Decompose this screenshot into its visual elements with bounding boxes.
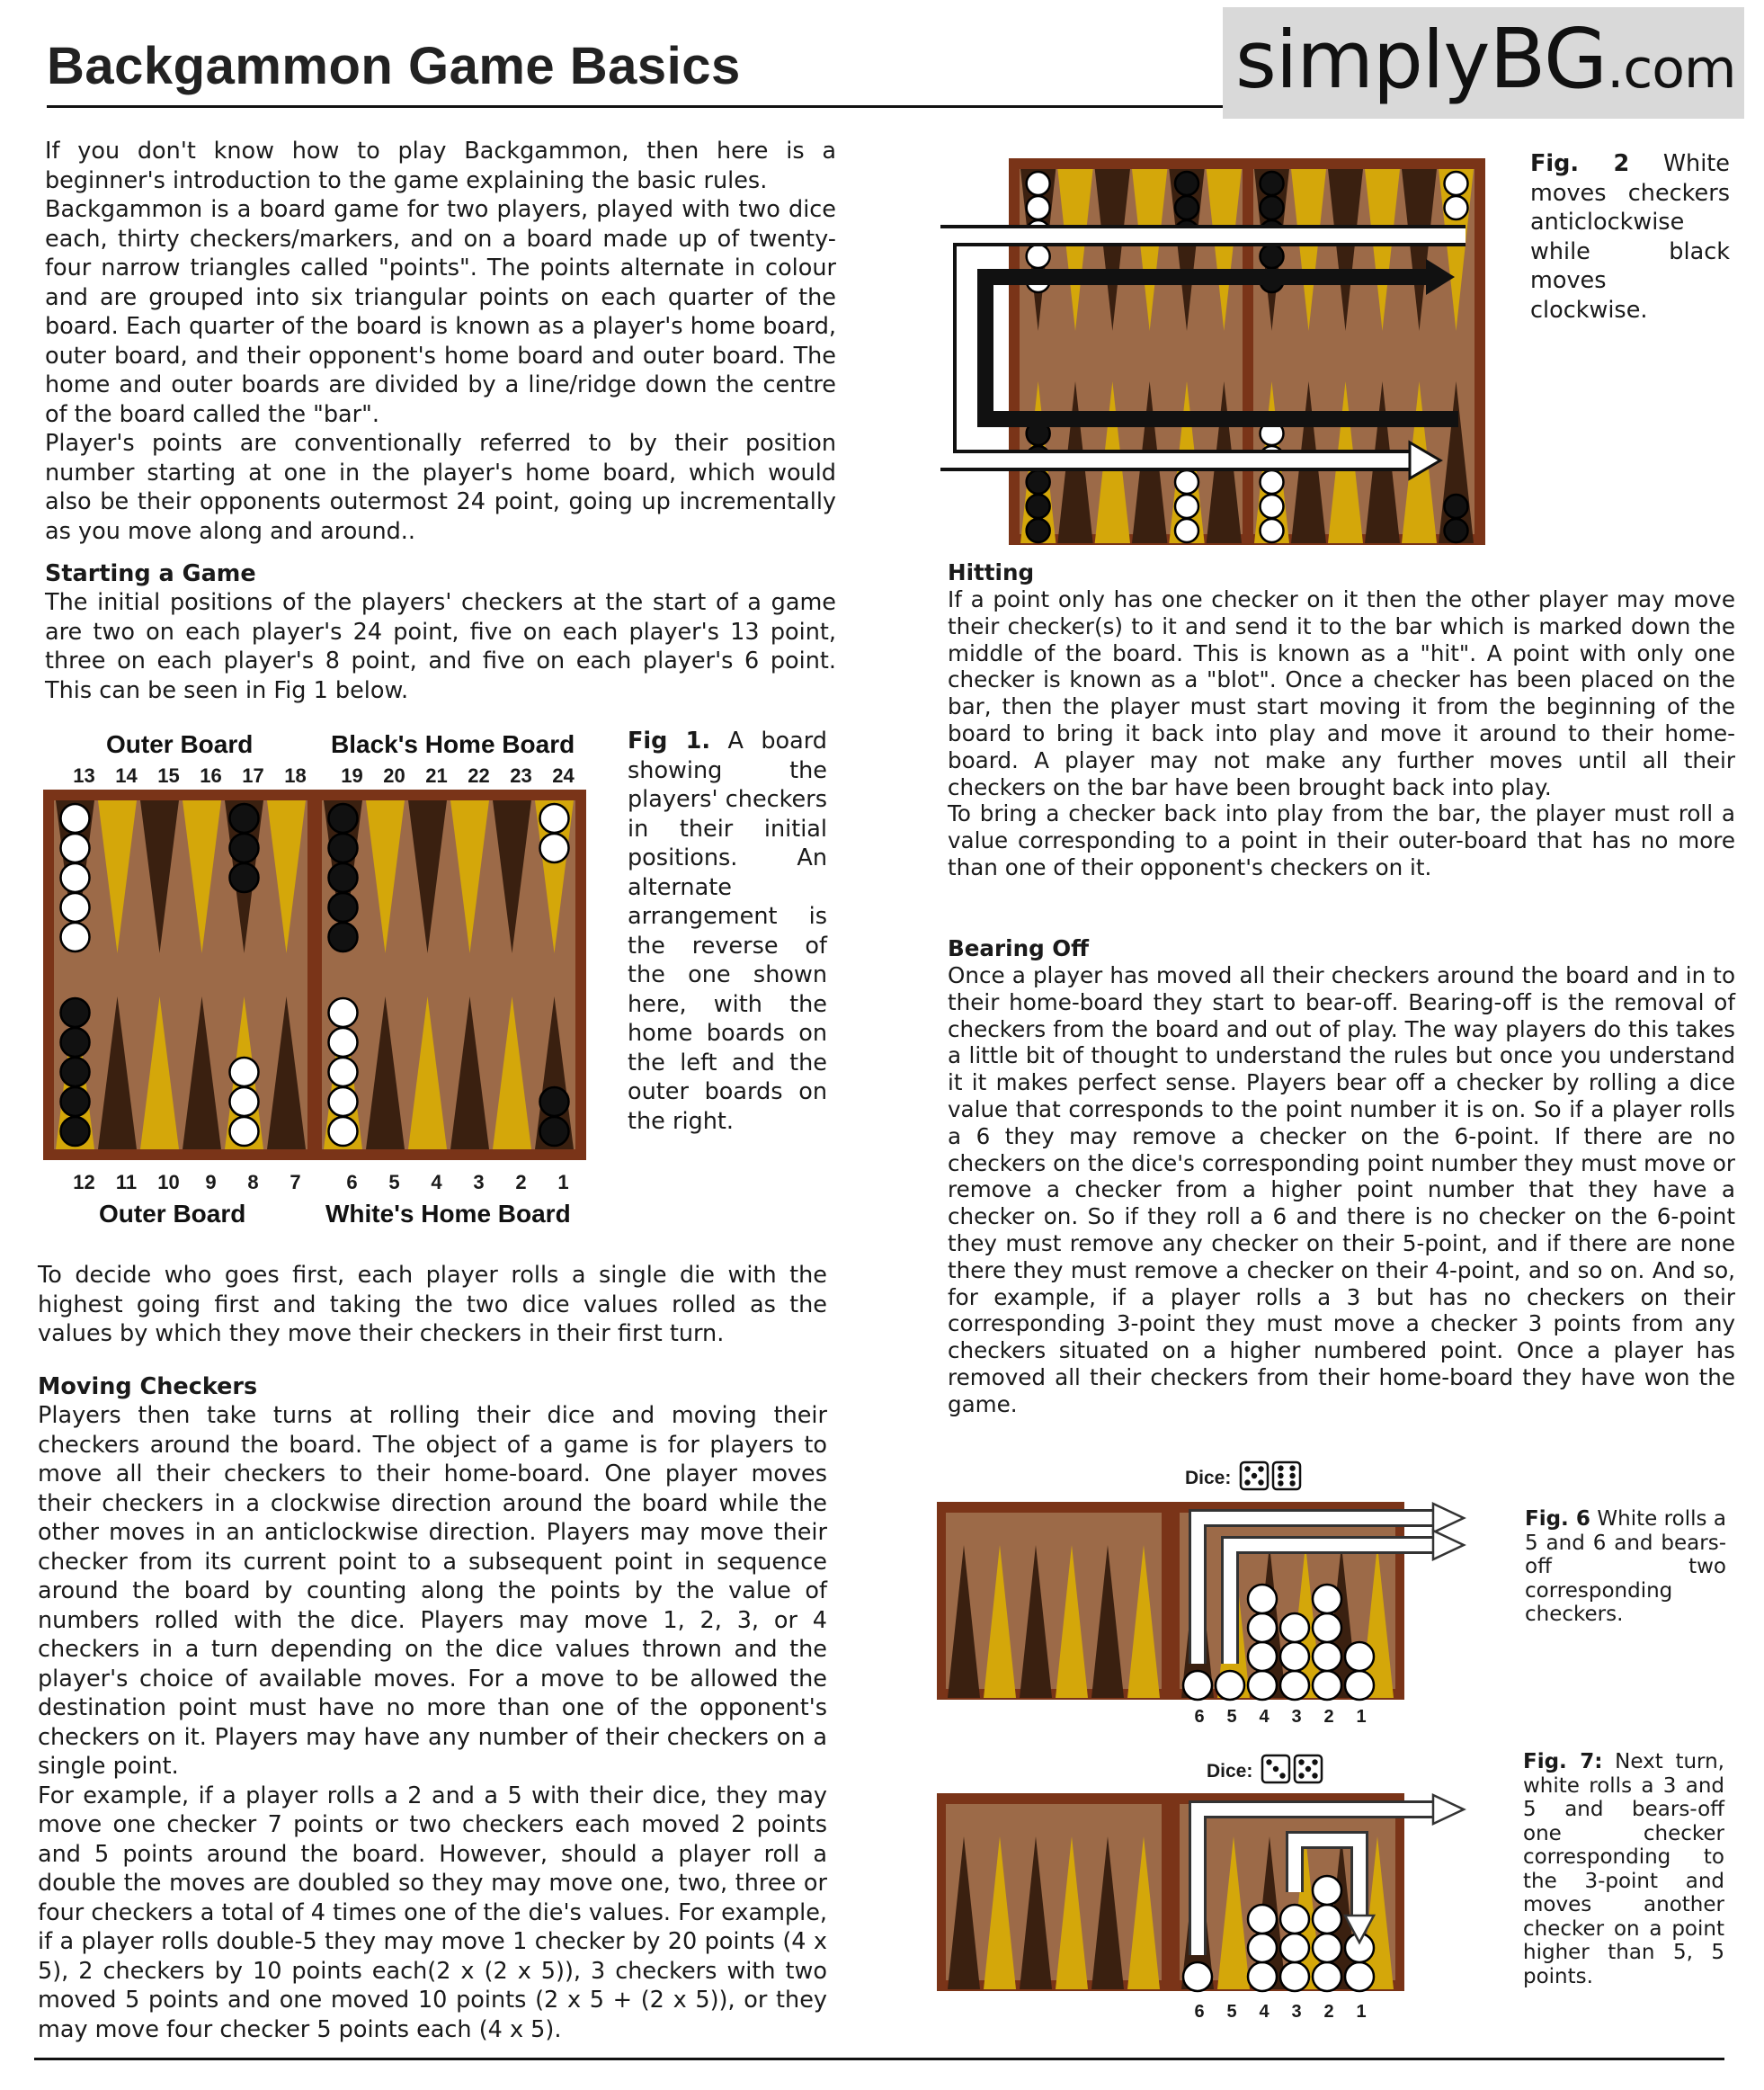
fig7-dice xyxy=(1261,1754,1325,1786)
board-half xyxy=(1253,169,1474,534)
point-number: 9 xyxy=(205,1171,217,1193)
logo-text-a: simply xyxy=(1235,13,1490,106)
moving-paragraph-2: For example, if a player rolls a 2 and a 5 with their dice, they may move one checker 7 points or two checkers each moved 2 points and 5 points around the board. However, should a player roll a double the moves are doubled so they may move one, two, three or four checkers a total of 4 times one of the die's values. For example, if a player rolls double-5 they may move 1 checker by 20 points (4 x 5), 2 checkers by 10 points each(2 x (2 x 5)), 3 checkers with two moved 5 points and one moved 10 points (2 x 5 + (2 x 5)), or they may move four checker 5 points each (4 x 5). xyxy=(38,1782,827,2043)
white-checker xyxy=(1248,1642,1277,1671)
white-checker xyxy=(1261,495,1284,518)
point-number: 14 xyxy=(115,764,138,787)
die-pip xyxy=(1312,1773,1317,1778)
white-checker xyxy=(1313,1934,1341,1962)
point-number: 8 xyxy=(247,1171,259,1193)
white-checker xyxy=(61,923,90,951)
die-pip xyxy=(1252,1473,1257,1478)
site-logo[interactable] xyxy=(1223,7,1744,119)
starting-text: The initial positions of the players' checkers at the start of a game are two on each player's 24 point, five on each player's 13 point, three on each player's 8 point, and five on each player's 6 point. This can be seen in Fig 1 below. xyxy=(45,589,836,704)
fig1-board xyxy=(43,790,586,1160)
fig1-top-point-numbers xyxy=(63,764,584,788)
point-number: 6 xyxy=(1194,2002,1205,2022)
white-checker xyxy=(230,1058,259,1086)
white-checker xyxy=(1027,172,1050,195)
fig1-caption-label: Fig 1. xyxy=(628,728,711,755)
logo-text-b: BG xyxy=(1489,11,1608,107)
white-checker xyxy=(230,1117,259,1146)
white-checker xyxy=(540,804,569,833)
fig1-label-outer-bottom: Outer Board xyxy=(99,1200,246,1228)
first-turn-text: To decide who goes first, each player rolls a single die with the highest going first and taking the two dice values rolled as the values by which they move their checkers in their first turn. xyxy=(38,1262,827,1347)
white-checker xyxy=(1313,1905,1341,1934)
black-checker xyxy=(1175,196,1198,219)
die-pip xyxy=(1258,1466,1263,1471)
point-number: 20 xyxy=(383,764,405,787)
black-checker xyxy=(1261,245,1284,268)
white-checker xyxy=(1183,1962,1212,1991)
board-half xyxy=(946,1804,1162,1980)
white-checker xyxy=(1280,1671,1309,1700)
fig7-board xyxy=(937,1784,1494,2000)
white-checker xyxy=(1280,1642,1309,1671)
white-checker xyxy=(1027,245,1050,268)
die-pip xyxy=(1298,1773,1304,1778)
bearing-text: Once a player has moved all their checkers around the board and in to their home-board they start to bear-off. Bearing-off is the removal of checkers from the board and out of play. The way players do this takes a little bit of thought to understand the rules but once you understand it it makes perfect sense. Players bear off a checker by rolling a dice value that corresponds to the point number it is on. So if a player rolls a 6 they may remove a checker on the 6-point. If there are no checkers on the dice's corresponding point number they must move or remove a checker from a higher point number that they have a checker on. So if they roll a 6 and there is no checker on the 6-point they must remove any checker on their 5-point, and if there are none there they must remove a checker on their 4-point, and so on. And so, for example, if a player rolls a 3 but has no checkers on their corresponding 3-point they must move a checker 3 points from any checkers situated on a higher numbered point. Once a player has removed all their checkers from their home-board they have won the game. xyxy=(948,962,1735,1417)
point-number: 15 xyxy=(157,764,180,787)
white-checker xyxy=(61,863,90,892)
fig1-bottom-point-numbers xyxy=(63,1171,584,1194)
die-pip xyxy=(1266,1759,1271,1764)
fig6-point-numbers xyxy=(1183,1707,1377,1728)
point-number: 2 xyxy=(515,1171,527,1193)
fig1-caption-text: A board showing the players' checkers in their initial positions. An alternate arrangement is the reverse of the one shown here, with the home boards on the left and the outer boards on the right. xyxy=(628,728,827,1135)
fig6-board xyxy=(937,1493,1494,1709)
white-checker xyxy=(329,1087,358,1116)
black-checker xyxy=(1175,172,1198,195)
black-checker xyxy=(61,998,90,1027)
white-checker xyxy=(1248,1613,1277,1642)
die-pip xyxy=(1298,1759,1304,1764)
white-checker xyxy=(329,998,358,1027)
white-checker xyxy=(1445,196,1468,219)
die-pip xyxy=(1289,1480,1295,1486)
white-checker xyxy=(1313,1585,1341,1613)
black-checker xyxy=(329,834,358,862)
die-pip xyxy=(1279,1773,1285,1778)
logo-text-c: .com xyxy=(1607,38,1736,101)
board-bar xyxy=(307,790,322,1160)
white-checker xyxy=(1175,495,1198,518)
point-number: 12 xyxy=(73,1171,95,1193)
fig6-caption-label: Fig. 6 xyxy=(1525,1507,1590,1531)
bearing-section xyxy=(948,935,1735,1418)
white-checker xyxy=(1313,1671,1341,1700)
point-number: 5 xyxy=(388,1171,400,1193)
point-number: 4 xyxy=(1259,2002,1270,2022)
white-checker xyxy=(1313,1613,1341,1642)
white-checker xyxy=(1345,1962,1374,1991)
point-number: 3 xyxy=(473,1171,485,1193)
point-number: 4 xyxy=(431,1171,442,1193)
point-number: 16 xyxy=(200,764,222,787)
fig6-dice-label: Dice: xyxy=(1185,1468,1232,1488)
fig2-caption-label: Fig. 2 xyxy=(1530,150,1630,177)
white-checker xyxy=(1216,1671,1244,1700)
fig6-dice xyxy=(1239,1460,1304,1493)
point-number: 1 xyxy=(1356,1707,1367,1727)
die-pip xyxy=(1244,1466,1250,1471)
point-number: 13 xyxy=(73,764,95,787)
die xyxy=(1273,1462,1300,1489)
fig7-point-numbers xyxy=(1183,2002,1377,2023)
point-number: 21 xyxy=(425,764,448,787)
hitting-heading: Hitting xyxy=(948,559,1035,585)
board-half xyxy=(322,800,575,1149)
black-checker xyxy=(1445,495,1468,518)
hitting-section xyxy=(948,559,1735,881)
white-checker xyxy=(1248,1905,1277,1934)
white-checker xyxy=(1183,1671,1212,1700)
black-checker xyxy=(1027,519,1050,542)
black-checker xyxy=(1261,172,1284,195)
hitting-paragraph-2: To bring a checker back into play from the bar, the player must roll a value corresponding to a point in their outer-board that has no more than one of their opponent's checkers on it. xyxy=(948,800,1735,880)
white-checker xyxy=(1248,1934,1277,1962)
page-title: Backgammon Game Basics xyxy=(47,37,741,95)
white-checker xyxy=(1280,1905,1309,1934)
intro-paragraph-2: Backgammon is a board game for two players, played with two dice each, thirty checkers/markers, and on a board made up of twenty-four narrow triangles called "points". The points alternate in colour and are grouped into six triangular points on each quarter of the board. Each quarter of the board is known as a player's home board, outer board, and their opponent's home board and outer board. The home and outer boards are divided by a line/ridge down the centre of the board called the "bar". xyxy=(45,196,836,428)
point-number: 2 xyxy=(1323,1707,1334,1727)
point-number: 5 xyxy=(1226,2002,1237,2022)
point-number: 3 xyxy=(1291,1707,1302,1727)
white-checker xyxy=(540,834,569,862)
white-checker xyxy=(1248,1585,1277,1613)
white-checker xyxy=(61,893,90,922)
white-checker xyxy=(61,804,90,833)
white-checker xyxy=(1445,172,1468,195)
point-number: 19 xyxy=(341,764,363,787)
white-checker xyxy=(1027,196,1050,219)
white-checker xyxy=(1248,1671,1277,1700)
point-number: 17 xyxy=(242,764,264,787)
fig1-label-black-home: Black's Home Board xyxy=(331,730,575,758)
point-number: 3 xyxy=(1291,2002,1302,2022)
die-pip xyxy=(1312,1759,1317,1764)
white-checker xyxy=(230,1087,259,1116)
fig2-caption-text: White moves checkers anticlockwise while black moves clockwise. xyxy=(1530,150,1730,324)
intro-paragraph-1: If you don't know how to play Backgammon, then here is a beginner's introduction to the game explaining the basic rules. xyxy=(45,138,836,194)
point-number: 24 xyxy=(552,764,575,787)
white-checker xyxy=(1345,1671,1374,1700)
point-number: 5 xyxy=(1226,1707,1237,1727)
fig1-caption xyxy=(628,727,827,1136)
die-pip xyxy=(1244,1479,1250,1485)
board-half xyxy=(946,1513,1162,1689)
white-checker xyxy=(329,1028,358,1057)
fig7-dice-label: Dice: xyxy=(1207,1761,1253,1782)
moving-paragraph-1: Players then take turns at rolling their dice and moving their checkers around the board. The object of a game is for players to move all their checkers to their home-board. One player moves their checkers in a clockwise direction around the board while the other moves in an anticlockwise direction. Players may move their checker from its current point to a subsequent point in sequence around the board by counting along the points by the value of numbers rolled with the dice. Players may move 1, 2, 3, or 4 checkers in a turn depending on the dice values thrown and the player's choice of available moves. For a move to be allowed the destination point must have no more than one of the opponent's checkers on it. Players may have any number of their checkers on a single point. xyxy=(38,1402,827,1780)
point-number: 4 xyxy=(1259,1707,1270,1727)
white-checker xyxy=(1248,1962,1277,1991)
black-checker xyxy=(540,1087,569,1116)
white-checker xyxy=(1313,1876,1341,1905)
board-half xyxy=(1020,169,1243,534)
white-checker xyxy=(61,834,90,862)
black-checker xyxy=(1027,495,1050,518)
point-number: 1 xyxy=(1356,2002,1367,2022)
die-pip xyxy=(1278,1465,1283,1470)
black-checker xyxy=(230,804,259,833)
white-checker xyxy=(1280,1613,1309,1642)
white-checker xyxy=(1313,1962,1341,1991)
white-checker xyxy=(1261,470,1284,494)
white-checker xyxy=(1175,519,1198,542)
die-pip xyxy=(1289,1465,1295,1470)
bearing-heading: Bearing Off xyxy=(948,935,1090,961)
die-pip xyxy=(1273,1766,1278,1772)
fig7-caption-text: Next turn, white rolls a 3 and 5 and bears-off one checker corresponding to the 3-point and moves another checker on a point higher than 5, 5 points. xyxy=(1523,1750,1724,1988)
bear-off-arrow-head xyxy=(1433,1795,1464,1824)
fig7-caption xyxy=(1523,1750,1724,1988)
black-checker xyxy=(61,1117,90,1146)
black-checker xyxy=(61,1028,90,1057)
die-pip xyxy=(1289,1473,1295,1478)
footer-rule xyxy=(34,2058,1724,2060)
fig6-caption xyxy=(1525,1507,1726,1627)
point-number: 18 xyxy=(284,764,307,787)
intro-section xyxy=(45,137,836,546)
fig6-caption-text: White rolls a 5 and 6 and bears-off two corresponding checkers. xyxy=(1525,1507,1726,1626)
black-checker xyxy=(61,1087,90,1116)
white-checker xyxy=(1345,1642,1374,1671)
point-number: 7 xyxy=(290,1171,301,1193)
die-pip xyxy=(1305,1766,1311,1772)
white-checker xyxy=(1313,1642,1341,1671)
black-checker xyxy=(230,834,259,862)
fig2-caption xyxy=(1530,149,1730,325)
fig2-board xyxy=(940,149,1485,554)
bear-off-arrow-head xyxy=(1433,1531,1464,1559)
point-number: 22 xyxy=(468,764,490,787)
black-checker xyxy=(61,1058,90,1086)
hitting-paragraph-1: If a point only has one checker on it then the other player may move their checker(s) to it and send it to the bar which is marked down the middle of the board. This is known as a "hit". A point with only one checker is known as a "blot". Once a checker has been placed on the bar, then the player must start moving it from the beginning of the board to bring it back into play and move it around to their home-board. A player may not make any further moves until all their checkers on the bar have been brought back into play. xyxy=(948,586,1735,800)
fig1-label-outer-top: Outer Board xyxy=(106,730,254,758)
point-number: 10 xyxy=(157,1171,180,1193)
black-checker xyxy=(1261,196,1284,219)
black-checker xyxy=(329,923,358,951)
black-checker xyxy=(1027,470,1050,494)
die-pip xyxy=(1258,1479,1263,1485)
white-checker xyxy=(1280,1934,1309,1962)
black-checker xyxy=(329,863,358,892)
title-underline xyxy=(47,105,1225,108)
starting-section xyxy=(45,559,836,705)
fig1-label-white-home: White's Home Board xyxy=(325,1200,571,1228)
point-number: 23 xyxy=(510,764,532,787)
die-pip xyxy=(1278,1480,1283,1486)
white-checker xyxy=(1280,1962,1309,1991)
black-checker xyxy=(230,863,259,892)
die-pip xyxy=(1278,1473,1283,1478)
point-number: 6 xyxy=(1194,1707,1205,1727)
fig7-caption-label: Fig. 7: xyxy=(1523,1750,1603,1773)
black-checker xyxy=(329,804,358,833)
white-checker xyxy=(1261,519,1284,542)
starting-heading: Starting a Game xyxy=(45,560,256,587)
white-checker xyxy=(1175,470,1198,494)
point-number: 1 xyxy=(557,1171,569,1193)
point-number: 6 xyxy=(346,1171,358,1193)
moving-section xyxy=(38,1372,827,2044)
board-half xyxy=(54,800,307,1149)
black-checker xyxy=(540,1117,569,1146)
bear-off-arrow-head xyxy=(1433,1504,1464,1532)
black-checker xyxy=(329,893,358,922)
intro-paragraph-3: Player's points are conventionally referred to by their position number starting at one in the player's home board, which would also be their opponents outermost 24 point, going up incrementally as you move along and around.. xyxy=(45,430,836,545)
white-checker xyxy=(329,1058,358,1086)
point-number: 11 xyxy=(115,1171,138,1193)
black-checker xyxy=(1445,519,1468,542)
white-checker xyxy=(329,1117,358,1146)
point-number: 2 xyxy=(1323,2002,1334,2022)
moving-heading: Moving Checkers xyxy=(38,1373,258,1400)
